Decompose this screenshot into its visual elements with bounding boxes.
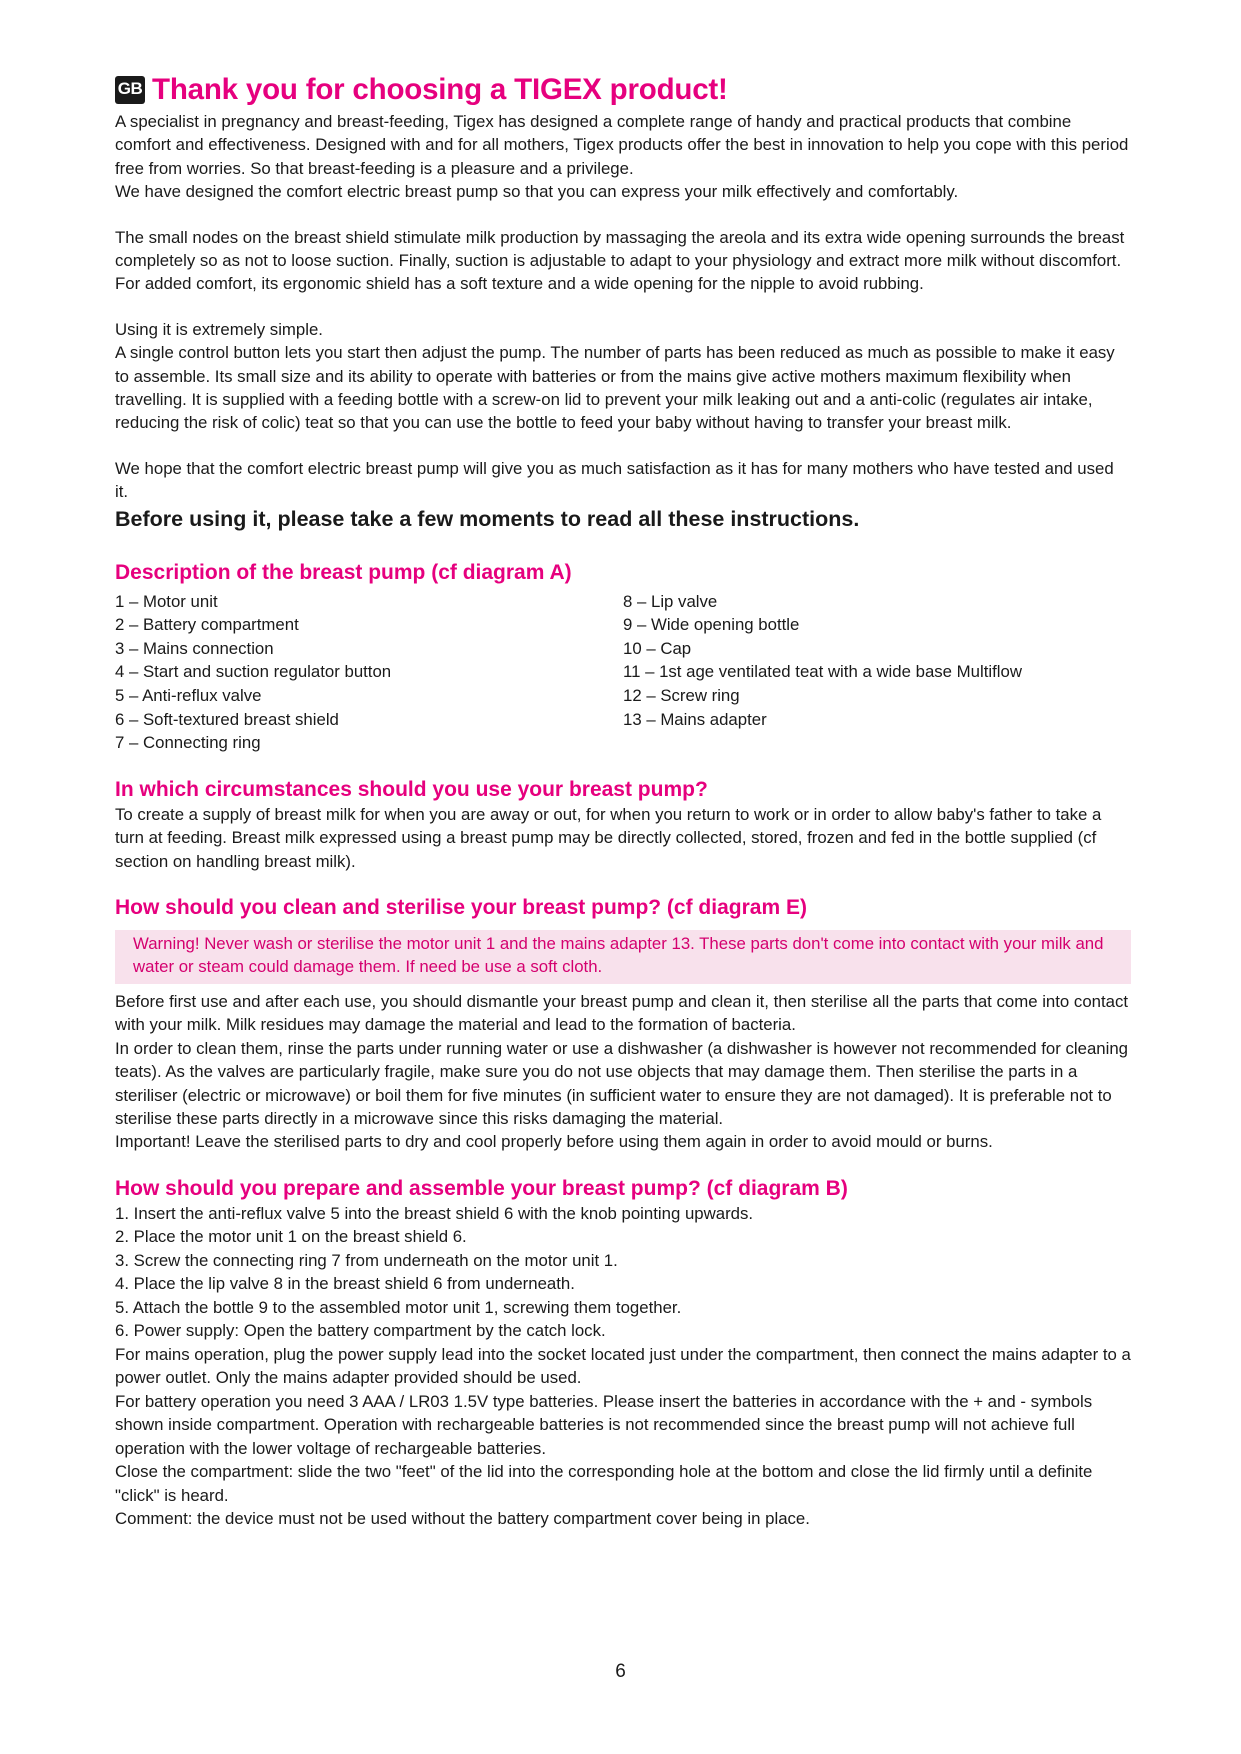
part-item: 4 – Start and suction regulator button (115, 662, 392, 682)
document-page (115, 70, 1131, 1531)
assembly-step: 4. Place the lip valve 8 in the breast shield 6 from underneath. (115, 1274, 575, 1294)
part-item: 3 – Mains connection (115, 638, 274, 658)
part-item: 11 – 1st age ventilated teat with a wide base Multiflow (623, 662, 1022, 682)
part-item: 9 – Wide opening bottle (623, 615, 800, 635)
part-item: 6 – Soft-textured breast shield (115, 709, 339, 729)
part-item: 2 – Battery compartment (115, 615, 299, 635)
part-item: 12 – Screw ring (623, 686, 740, 706)
parts-list (115, 590, 1131, 755)
part-item: 5 – Anti-reflux valve (115, 686, 262, 706)
assembly-step: 1. Insert the anti-reflux valve 5 into the breast shield 6 with the knob pointing upwards. (115, 1203, 754, 1223)
intro-paragraph-2: We have designed the comfort electric breast pump so that you can express your milk effectively and comfortably. (115, 182, 959, 202)
part-item: 7 – Connecting ring (115, 733, 261, 753)
cleaning-heading: How should you clean and sterilise your breast pump? (cf diagram E) (115, 896, 807, 920)
cleaning-paragraph-3: Important! Leave the sterilised parts to dry and cool properly before using them again in order to avoid mould or burns. (115, 1132, 993, 1152)
circumstances-paragraph: To create a supply of breast milk for when you are away or out, for when you return to work or in order to allow baby's father to take a turn at feeding. Breast milk expressed using a breast pump may be directly collected, stored, frozen and fed in the bottle supplied (cf section on handling breast milk). (115, 804, 1102, 871)
warning-box (115, 930, 1131, 984)
intro-paragraph-7: We hope that the comfort electric breast pump will give you as much satisfaction as it has for many mothers who have tested and used it. (115, 458, 1114, 502)
intro-section (115, 110, 1131, 534)
cleaning-paragraph-2: In order to clean them, rinse the parts under running water or use a dishwasher (a dishwasher is however not recommended for cleaning teats). As the valves are particularly fragile, make sure you do not use objects that may damage them. Then sterilise the parts in a steriliser (electric or microwave) or boil them for five minutes (in sufficient water to ensure they are not damaged). It is preferable not to sterilise these parts directly in a microwave since this risks damaging the material. (115, 1038, 1129, 1128)
part-item: 8 – Lip valve (623, 591, 718, 611)
assembly-steps (115, 1202, 1131, 1531)
assembly-step: 6. Power supply: Open the battery compartment by the catch lock. (115, 1321, 606, 1341)
comment-paragraph: Comment: the device must not be used without the battery compartment cover being in place. (115, 1509, 810, 1529)
assembly-step: 2. Place the motor unit 1 on the breast shield 6. (115, 1227, 467, 1247)
intro-paragraph-6: A single control button lets you start then adjust the pump. The number of parts has been reduced as much as possible to make it easy to assemble. Its small size and its ability to operate with batteries or from the mains give active mothers maximum flexibility when travelling. It is supplied with a feeding bottle with a screw-on lid to prevent your milk leaking out and a anti-colic (regulates air intake, reducing the risk of colic) teat so that you can use the bottle to feed your baby without having to transfer your breast milk. (115, 343, 1115, 433)
battery-paragraph: For battery operation you need 3 AAA / LR03 1.5V type batteries. Please insert the batteries in accordance with the + and - symbols shown inside compartment. Operation with rechargeable batteries is not recommended since the breast pump will not achieve full operation with the lower voltage of rechargeable batteries. (115, 1391, 1093, 1458)
parts-list-left (115, 590, 623, 755)
title-row (115, 70, 1131, 110)
intro-paragraph-1: A specialist in pregnancy and breast-feeding, Tigex has designed a complete range of handy and practical products that combine comfort and effectiveness. Designed with and for all mothers, Tigex products offer the best in innovation to help you cope with this period free from worries. So that breast-feeding is a pleasure and a privilege. (115, 112, 1129, 178)
intro-paragraph-3: The small nodes on the breast shield stimulate milk production by massaging the areola and its extra wide opening surrounds the breast completely so as not to loose suction. Finally, suction is adjustable to adapt to your physiology and extract more milk without discomfort. (115, 227, 1125, 271)
part-item: 13 – Mains adapter (623, 709, 767, 729)
mains-paragraph: For mains operation, plug the power supply lead into the socket located just under the compartment, then connect the mains adapter to a power outlet. Only the mains adapter provided should be used. (115, 1344, 1131, 1388)
assembly-step: 5. Attach the bottle 9 to the assembled motor unit 1, screwing them together. (115, 1297, 682, 1317)
close-compartment-paragraph: Close the compartment: slide the two "feet" of the lid into the corresponding hole at the bottom and close the lid firmly until a definite "click" is heard. (115, 1462, 1093, 1505)
part-item: 10 – Cap (623, 638, 692, 658)
warning-text: Warning! Never wash or sterilise the motor unit 1 and the mains adapter 13. These parts don't come into contact with your milk and water or steam could damage them. If need be use a soft cloth. (133, 934, 1104, 977)
part-item: 1 – Motor unit (115, 591, 218, 611)
page-title: Thank you for choosing a TIGEX product! (152, 73, 728, 106)
page-number: 6 (615, 1661, 626, 1682)
assembly-step: 3. Screw the connecting ring 7 from underneath on the motor unit 1. (115, 1250, 618, 1270)
assembly-heading: How should you prepare and assemble your breast pump? (cf diagram B) (115, 1176, 848, 1200)
intro-paragraph-5: Using it is extremely simple. (115, 319, 323, 339)
parts-list-right (623, 590, 1131, 755)
description-heading: Description of the breast pump (cf diagram A) (115, 560, 572, 584)
intro-paragraph-4: For added comfort, its ergonomic shield has a soft texture and a wide opening for the nipple to avoid rubbing. (115, 274, 924, 294)
cleaning-paragraph-1: Before first use and after each use, you should dismantle your breast pump and clean it, then sterilise all the parts that come into contact with your milk. Milk residues may damage the material and lead to the formation of bacteria. (115, 991, 1129, 1035)
language-badge: GB (115, 76, 145, 104)
circumstances-heading: In which circumstances should you use your breast pump? (115, 777, 708, 801)
read-instructions-note: Before using it, please take a few moments to read all these instructions. (115, 506, 860, 531)
